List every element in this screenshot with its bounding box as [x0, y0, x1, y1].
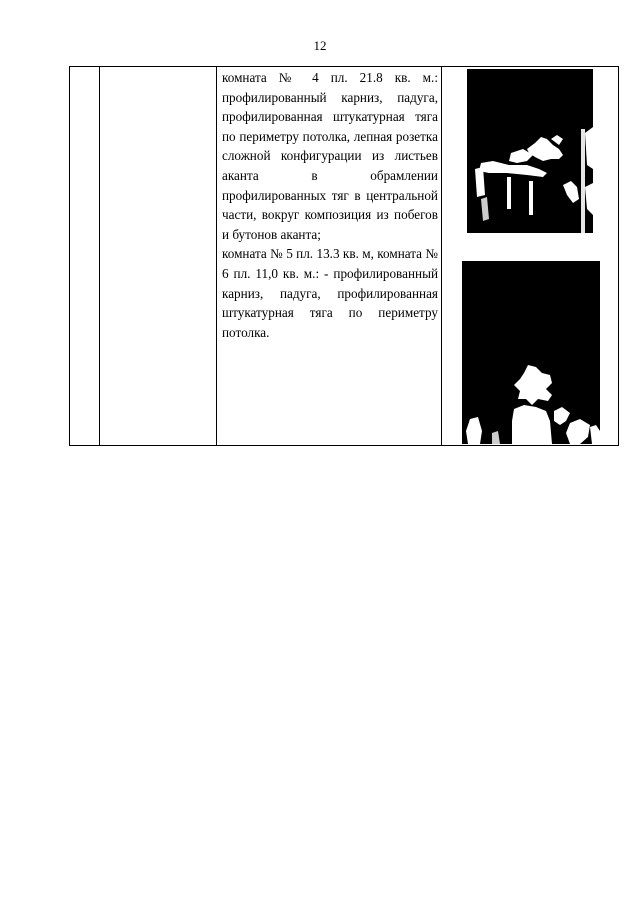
- table-cell-description: [217, 67, 442, 446]
- page-number: 12: [313, 38, 327, 53]
- table-cell-photos: [442, 67, 619, 446]
- table-cell-number: [70, 67, 100, 446]
- heritage-table: [69, 66, 619, 446]
- ceiling-cornice-photo: [462, 261, 600, 444]
- ceiling-rosette-photo: [467, 69, 593, 233]
- description-rooms-5-6: комната № 5 пл. 13.3 кв. м, комната № 6 пл. 11,0 кв. м.: - профилированный карниз, падуга, профилированная штукатурная тяга по периметру потолка.: [222, 246, 438, 340]
- description-room-4: комната № 4 пл. 21.8 кв. м.: профилированный карниз, падуга, профилированная штукатурная тяга по периметру потолка, лепная розетка сложной конфигурации из листьев аканта в обрамлении профилированных тяг в центральной части, вокруг композиция из побегов и бутонов аканта;: [222, 70, 438, 242]
- table-row: [70, 67, 619, 446]
- table-cell-name: [100, 67, 217, 446]
